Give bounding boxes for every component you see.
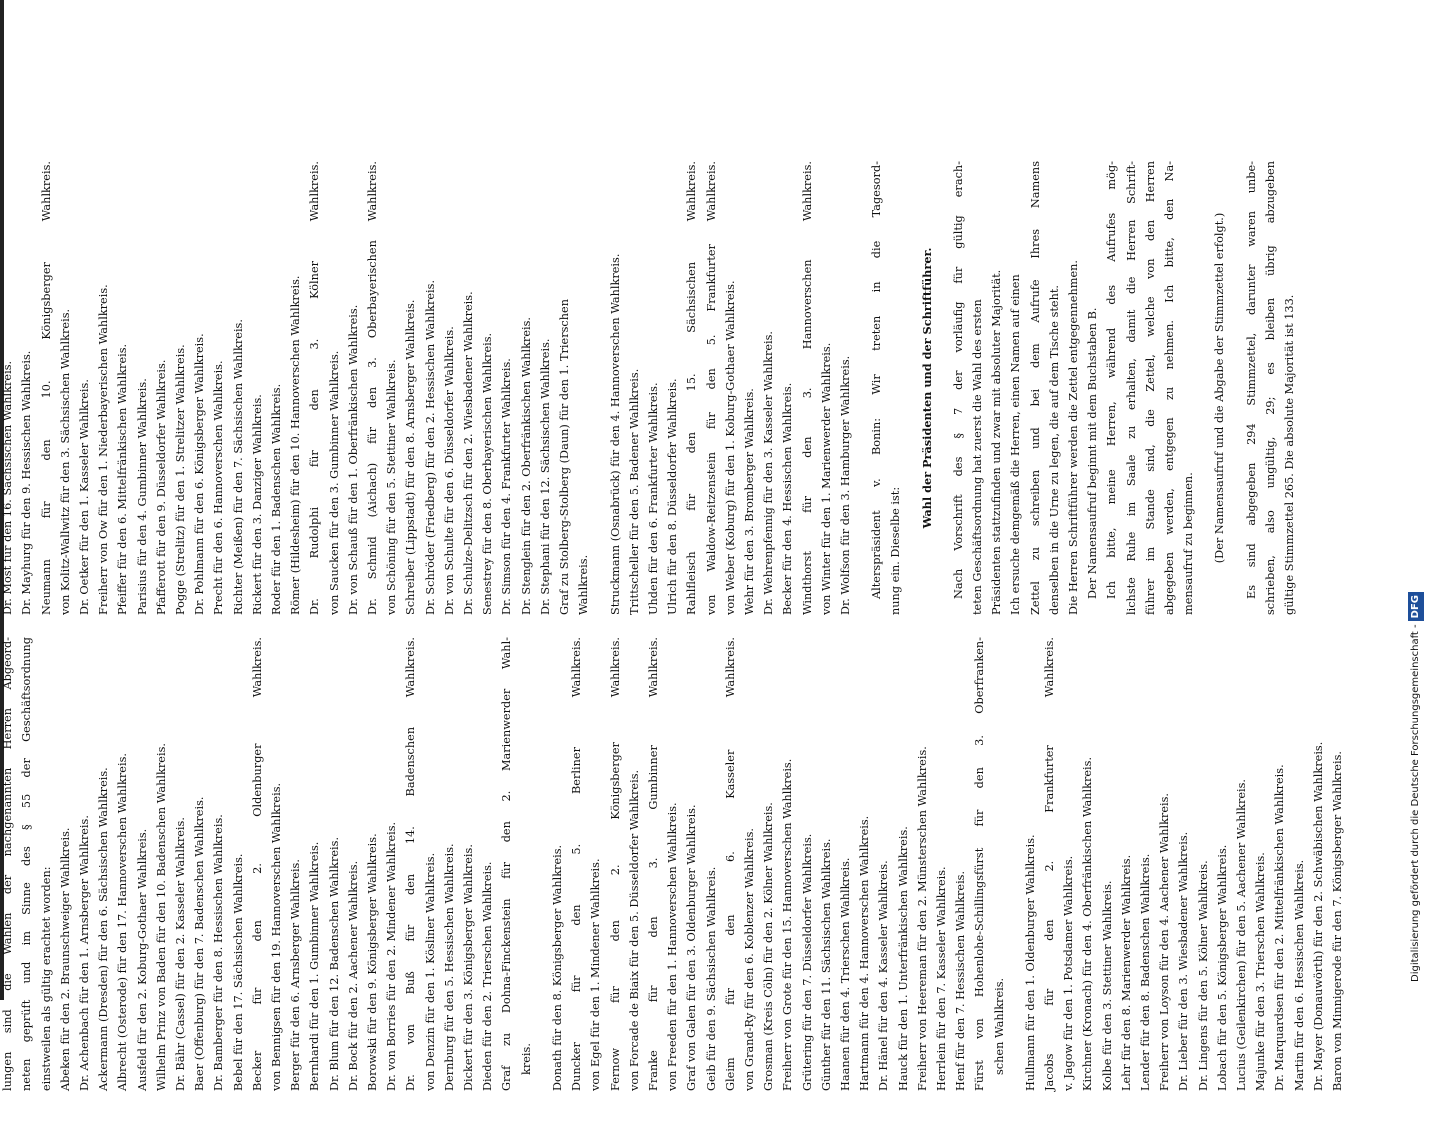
text-line: Dr. Lieber für den 3. Wiesbadener Wahlkreis. xyxy=(1177,831,1191,1091)
paragraph-gap xyxy=(594,161,606,615)
text-line: Abeken für den 2. Braunschweiger Wahlkreis. xyxy=(58,827,72,1091)
text-line: von Denzin für den 1. Kösliner Wahlkreis. xyxy=(423,852,437,1091)
text-line: Baer (Offenburg) für den 7. Badenschen Wahlkreis. xyxy=(193,796,207,1091)
text-line: von Schöning für den 5. Stettiner Wahlkreis. xyxy=(385,359,399,615)
text-line: Graf von Galen für den 3. Oldenburger Wahlkreis. xyxy=(685,804,699,1091)
text-line: Roder für den 1. Badenschen Wahlkreis. xyxy=(270,383,284,615)
text-line: Pogge (Strelitz) für den 1. Strelitzer Wahlkreis. xyxy=(174,344,188,615)
text-line: Zettel zu schreiben und bei dem Aufrufe Ihres Namens xyxy=(1028,161,1042,615)
text-line: Ich bitte, meine Herren, während des Aufrufes mög- xyxy=(1105,161,1119,599)
text-line: Becker für den 2. Oldenburger Wahlkreis. xyxy=(250,637,264,1091)
text-line: Dr. von Schauß für den 1. Oberfränkischen Wahlkreis. xyxy=(346,304,360,615)
paragraph-gap xyxy=(855,161,867,615)
text-line: Hartmann für den 4. Hannoverschen Wahlkreis. xyxy=(858,815,872,1091)
text-line: Dr. Mayhurg für den 9. Hessischen Wahlkreis. xyxy=(20,350,34,615)
text-line: Dr. von Schulte für den 6. Düsseldorfer Wahlkreis. xyxy=(442,326,456,615)
text-line: Dr. Most für den 16. Sächsischen Wahlkreis. xyxy=(1,360,15,615)
text-line: Dr. Marquardsen für den 2. Mittelfränkischen Wahlkreis. xyxy=(1273,764,1287,1091)
text-line: Ackermann (Dresden) für den 6. Sächsischen Wahlkreis. xyxy=(97,767,111,1091)
text-line: Dr. Bähr (Cassel) für den 2. Kasseler Wahlkreis. xyxy=(174,817,188,1091)
text-line: Albrecht (Osterode) für den 17. Hannoverschen Wahlkreis. xyxy=(116,753,130,1091)
text-line: Dr. Bamberger für den 8. Hessischen Wahlkreis. xyxy=(212,814,226,1091)
text-line: teten Geschäftsordnung hat zuerst die Wahl des ersten xyxy=(970,299,984,615)
text-line: Lehr für den 8. Marienwerder Wahlkreis. xyxy=(1119,854,1133,1091)
text-line: von Forcade de Biaix für den 5. Düsseldorfer Wahlkreis. xyxy=(627,769,641,1091)
text-line: von Weber (Koburg) für den 1. Koburg-Gothaer Wahlkreis. xyxy=(723,280,737,615)
digitization-credit xyxy=(1408,592,1424,992)
text-line: Dieden für den 2. Trierschen Wahlkreis. xyxy=(481,861,495,1091)
paragraph-gap xyxy=(1198,161,1210,615)
text-line: Nach Vorschrift des § 7 der vorläufig für gültig erach- xyxy=(951,161,965,599)
text-line: einstweilen als gültig erachtet worden: xyxy=(39,866,53,1091)
text-line: Dr. von Borries für den 2. Mindener Wahlkreis. xyxy=(385,821,399,1091)
text-line: Der Namensaufruf beginnt mit dem Buchstaben B. xyxy=(1086,307,1100,599)
text-line: von Freeden für den 1. Hannoverschen Wahlkreis. xyxy=(666,802,680,1091)
text-line: Hauck für den 1. Unterfränkischen Wahlkreis. xyxy=(896,826,910,1091)
text-line: Graf zu Stolberg-Stolberg (Daun) für den 1. Trierschen xyxy=(558,299,572,615)
text-line: Dr. Mayer (Donauwörth) für den 2. Schwäbischen Wahlkreis. xyxy=(1311,741,1325,1091)
text-line: Precht für den 6. Hannoverschen Wahlkreis. xyxy=(212,360,226,615)
text-line: Dr. Achenbach für den 1. Arnsberger Wahlkreis. xyxy=(78,815,92,1091)
text-line: Schreiber (Lippstadt) für den 8. Arnsberger Wahlkreis. xyxy=(404,299,418,615)
text-line: Dr. Stephani für den 12. Sächsischen Wahlkreis. xyxy=(538,338,552,615)
text-line: Freiherr von Grote für den 15. Hannoverschen Wahlkreis. xyxy=(781,758,795,1091)
text-line: schrieben, also ungültig, 29; es bleiben übrig abzugeben xyxy=(1263,161,1277,615)
text-line: Franke für den 3. Gumbinner Wahlkreis. xyxy=(646,637,660,1091)
text-line: von Bennigsen für den 19. Hannoverschen Wahlkreis. xyxy=(270,782,284,1091)
text-line: von Kolitz-Wallwitz für den 3. Sächsischen Wahlkreis. xyxy=(58,308,72,615)
text-line: Haanen für den 4. Trierschen Wahlkreis. xyxy=(838,857,852,1091)
text-line: Dr. Pohlmann für den 6. Königsberger Wahlkreis. xyxy=(193,333,207,615)
text-line: Ich ersuche demgemäß die Herren, einen Namen auf einen xyxy=(1009,274,1023,615)
text-line: Lucius (Geilenkirchen) für den 5. Aachener Wahlkreis. xyxy=(1235,778,1248,1091)
text-line: abgegeben werden, entgegen zu nehmen. Ich bitte, den Na- xyxy=(1162,161,1176,615)
text-line: Freiherr von Heereman für den 2. Münsterschen Wahlkreis. xyxy=(915,746,929,1091)
text-line: Richter (Meißen) für den 7. Sächsischen Wahlkreis. xyxy=(231,319,245,615)
text-line: Bernhardi für den 1. Gumbinner Wahlkreis. xyxy=(308,841,322,1091)
text-line: Struckmann (Osnabrück) für den 4. Hannoverschen Wahlkreis. xyxy=(608,253,622,615)
text-line: Dr. Stenglein für den 2. Oberfränkischen Wahlkreis. xyxy=(519,316,533,615)
paragraph-gap xyxy=(1230,161,1242,615)
text-line: von Saucken für den 3. Gumbinner Wahlkreis. xyxy=(327,350,341,615)
text-line: Pfafferott für den 9. Düsseldorfer Wahlkreis. xyxy=(154,359,168,615)
text-line: mensaufruf zu beginnen. xyxy=(1182,472,1196,615)
text-line: Rickert für den 3. Danziger Wahlkreis. xyxy=(250,394,264,615)
text-line: kreis. xyxy=(519,1043,533,1075)
text-line: (Der Namensaufruf und die Abgabe der Stimmzettel erfolgt.) xyxy=(1213,212,1227,564)
text-line: Majunke für den 3. Trierschen Wahlkreis. xyxy=(1254,852,1268,1091)
text-line: Grütering für den 7. Düsseldorfer Wahlkreis. xyxy=(800,833,814,1091)
text-line: Freiherr von Loyson für den 4. Aachener Wahlkreis. xyxy=(1158,792,1172,1091)
text-line: Gleim für den 6. Kasseler Wahlkreis. xyxy=(723,637,737,1091)
text-line: Borowski für den 9. Königsberger Wahlkreis. xyxy=(366,833,380,1091)
text-line: Ulrich für den 8. Düsseldorfer Wahlkreis. xyxy=(666,378,680,615)
text-line: v. Jagow für den 1. Potsdamer Wahlkreis. xyxy=(1062,855,1076,1091)
paragraph-gap xyxy=(906,161,918,615)
text-line: Günther für den 11. Sächsischen Wahlkreis. xyxy=(819,838,833,1091)
text-line: führer im Stande sind, die Zettel, welche von den Herren xyxy=(1143,161,1157,615)
text-line: Pfeiffer für den 6. Mittelfränkischen Wahlkreis. xyxy=(116,343,130,615)
text-line: nung ein. Dieselbe ist: xyxy=(889,486,903,615)
text-line: Grosman (Kreis Cöln) für den 2. Kölner Wahlkreis. xyxy=(762,802,776,1091)
text-line: von Grand-Ry für den 6. Koblenzer Wahlkreis. xyxy=(742,828,756,1091)
text-line: Baron von Minnigerode für den 7. Königsberger Wahlkreis. xyxy=(1331,751,1345,1091)
text-line: Dr. von Buß für den 14. Badenschen Wahlkreis. xyxy=(404,637,418,1091)
text-line: Dr. Hänel für den 4. Kasseler Wahlkreis. xyxy=(877,860,891,1091)
text-line: Geib für den 9. Sächsischen Wahlkreis. xyxy=(704,866,718,1091)
text-line: Parisius für den 4. Gumbinner Wahlkreis. xyxy=(135,378,149,615)
text-line: Becker für den 4. Hessischen Wahlkreis. xyxy=(781,382,795,615)
text-line: gültige Stimmzettel 265. Die absolute Majorität ist 133. xyxy=(1283,294,1296,615)
text-line: von Winter für den 1. Marienwerder Wahlkreis. xyxy=(819,342,833,615)
text-line: Bebel für den 17. Sächsischen Wahlkreis. xyxy=(231,853,245,1091)
digitization-credit-text: Digitalisierung gefördert durch die Deutsche Forschungsgemeinschaft - xyxy=(1410,624,1421,982)
paragraph-gap xyxy=(1009,637,1021,1091)
paragraph-gap xyxy=(536,637,548,1091)
text-line: lichste Ruhe im Saale zu erhalten, damit die Herren Schrift- xyxy=(1124,161,1138,615)
text-line: Lender für den 8. Badenschen Wahlkreis. xyxy=(1138,853,1152,1091)
text-line: Ausfeld für den 2. Koburg-Gothaer Wahlkreis. xyxy=(135,828,149,1091)
text-line: Wahl der Präsidenten und der Schriftführer. xyxy=(919,247,934,529)
text-line: Jacobs für den 2. Frankfurter Wahlkreis. xyxy=(1042,637,1056,1091)
text-line: Henf für den 7. Hessischen Wahlkreis. xyxy=(954,870,968,1091)
text-line: Senestrey für den 8. Oberbayerischen Wahlkreis. xyxy=(481,332,495,615)
text-line: Die Herren Schriftführer werden die Zettel entgegennehmen. xyxy=(1066,260,1080,615)
text-line: Dr. Bock für den 2. Aachener Wahlkreis. xyxy=(346,860,360,1091)
text-line: Dr. Rudolphi für den 3. Kölner Wahlkreis. xyxy=(308,161,322,615)
text-line: Alterspräsident v. Bonin: Wir treten in die Tagesord- xyxy=(870,161,884,599)
text-line: Wahlkreis. xyxy=(577,554,591,615)
text-line: Kolbe für den 3. Stettiner Wahlkreis. xyxy=(1100,880,1114,1091)
paragraph-gap xyxy=(937,161,949,615)
text-line: Dickert für den 3. Königsberger Wahlkreis. xyxy=(462,844,476,1091)
text-line: Dr. Lingens für den 5. Kölner Wahlkreis. xyxy=(1196,860,1210,1091)
text-line: Trittscheller für den 5. Badener Wahlkreis. xyxy=(627,368,641,615)
text-line: Donath für den 8. Königsberger Wahlkreis. xyxy=(550,844,564,1091)
text-line: Windthorst für den 3. Hannoverschen Wahlkreis. xyxy=(800,161,814,615)
text-line: Wehr für den 3. Bromberger Wahlkreis. xyxy=(742,388,756,615)
text-line: Dr. Simson für den 4. Frankfurter Wahlkreis. xyxy=(500,358,514,615)
text-line: Kirchner (Kronach) für den 4. Oberfränkischen Wahlkreis. xyxy=(1081,756,1095,1091)
text-line: Lobach für den 5. Königsberger Wahlkreis. xyxy=(1215,844,1229,1091)
text-line: Dr. Wolfson für den 3. Hamburger Wahlkreis. xyxy=(838,355,852,615)
text-line: Herrlein für den 7. Kasseler Wahlkreis. xyxy=(934,866,948,1091)
text-line: Rahlfleisch für den 15. Sächsischen Wahlkreis. xyxy=(685,161,699,615)
text-line: Dr. Wehrenpfennig für den 3. Kasseler Wahlkreis. xyxy=(762,330,776,615)
text-line: lungen sind die Wahlen der nachgenannten Herren Abgeord- xyxy=(1,637,15,1091)
text-line: von Waldow-Reitzenstein für den 5. Frankfurter Wahlkreis. xyxy=(704,161,718,615)
dfg-logo: DFG xyxy=(1408,592,1424,621)
text-line: Präsidenten stattzufinden und zwar mit absoluter Majorität. xyxy=(990,269,1004,615)
text-line: Graf zu Dohna-Finckenstein für den 2. Marienwerder Wahl- xyxy=(500,637,514,1091)
text-line: Römer (Hildesheim) für den 10. Hannoverschen Wahlkreis. xyxy=(289,275,303,615)
text-line: Dr. Schmid (Aichach) für den 3. Oberbayerischen Wahlkreis. xyxy=(366,161,380,615)
text-line: Fernow für den 2. Königsberger Wahlkreis. xyxy=(608,637,622,1091)
text-line: Dr. Schulze-Delitzsch für den 2. Wiesbadener Wahlkreis. xyxy=(462,291,476,615)
rotated-document-page xyxy=(0,135,1345,1135)
left-text-column xyxy=(0,637,1345,1091)
text-line: Duncker für den 5. Berliner Wahlkreis. xyxy=(570,637,584,1091)
text-line: Dernburg für den 5. Hessischen Wahlkreis. xyxy=(442,843,456,1091)
text-line: Dr. Blum für den 12. Badenschen Wahlkreis. xyxy=(327,836,341,1091)
text-line: neten geprüft und im Sinne des § 55 der Geschäftsordnung xyxy=(20,637,34,1091)
text-line: Fürst von Hohenlohe-Schillingsfürst für den 3. Oberfranken- xyxy=(973,637,987,1091)
text-line: Dr. Schröder (Friedberg) für den 2. Hessischen Wahlkreis. xyxy=(423,279,437,615)
right-text-column xyxy=(0,161,1296,615)
text-line: schen Wahlkreis. xyxy=(992,977,1006,1075)
text-line: Neumann für den 10. Königsberger Wahlkreis. xyxy=(39,161,53,615)
text-line: Dr. Oetker für den 1. Kasseler Wahlkreis. xyxy=(78,379,92,615)
text-line: von Egel für den 1. Mindener Wahlkreis. xyxy=(589,858,603,1091)
text-line: Freiherr von Ow für den 1. Niederbayerischen Wahlkreis. xyxy=(97,284,111,615)
text-line: Hullmann für den 1. Oldenburger Wahlkreis. xyxy=(1023,834,1037,1091)
text-line: Wilhelm Prinz von Baden für den 10. Badenschen Wahlkreis. xyxy=(154,743,168,1091)
text-line: Es sind abgegeben 294 Stimmzettel, darunter waren unbe- xyxy=(1244,161,1258,599)
text-line: Uhden für den 6. Frankfurter Wahlkreis. xyxy=(646,382,660,615)
text-line: Berger für den 6. Arnsberger Wahlkreis. xyxy=(289,859,303,1091)
text-line: Martin für den 6. Hessischen Wahlkreis. xyxy=(1292,859,1306,1091)
text-line: denselben in die Urne zu legen, die auf dem Tische steht. xyxy=(1047,284,1061,615)
